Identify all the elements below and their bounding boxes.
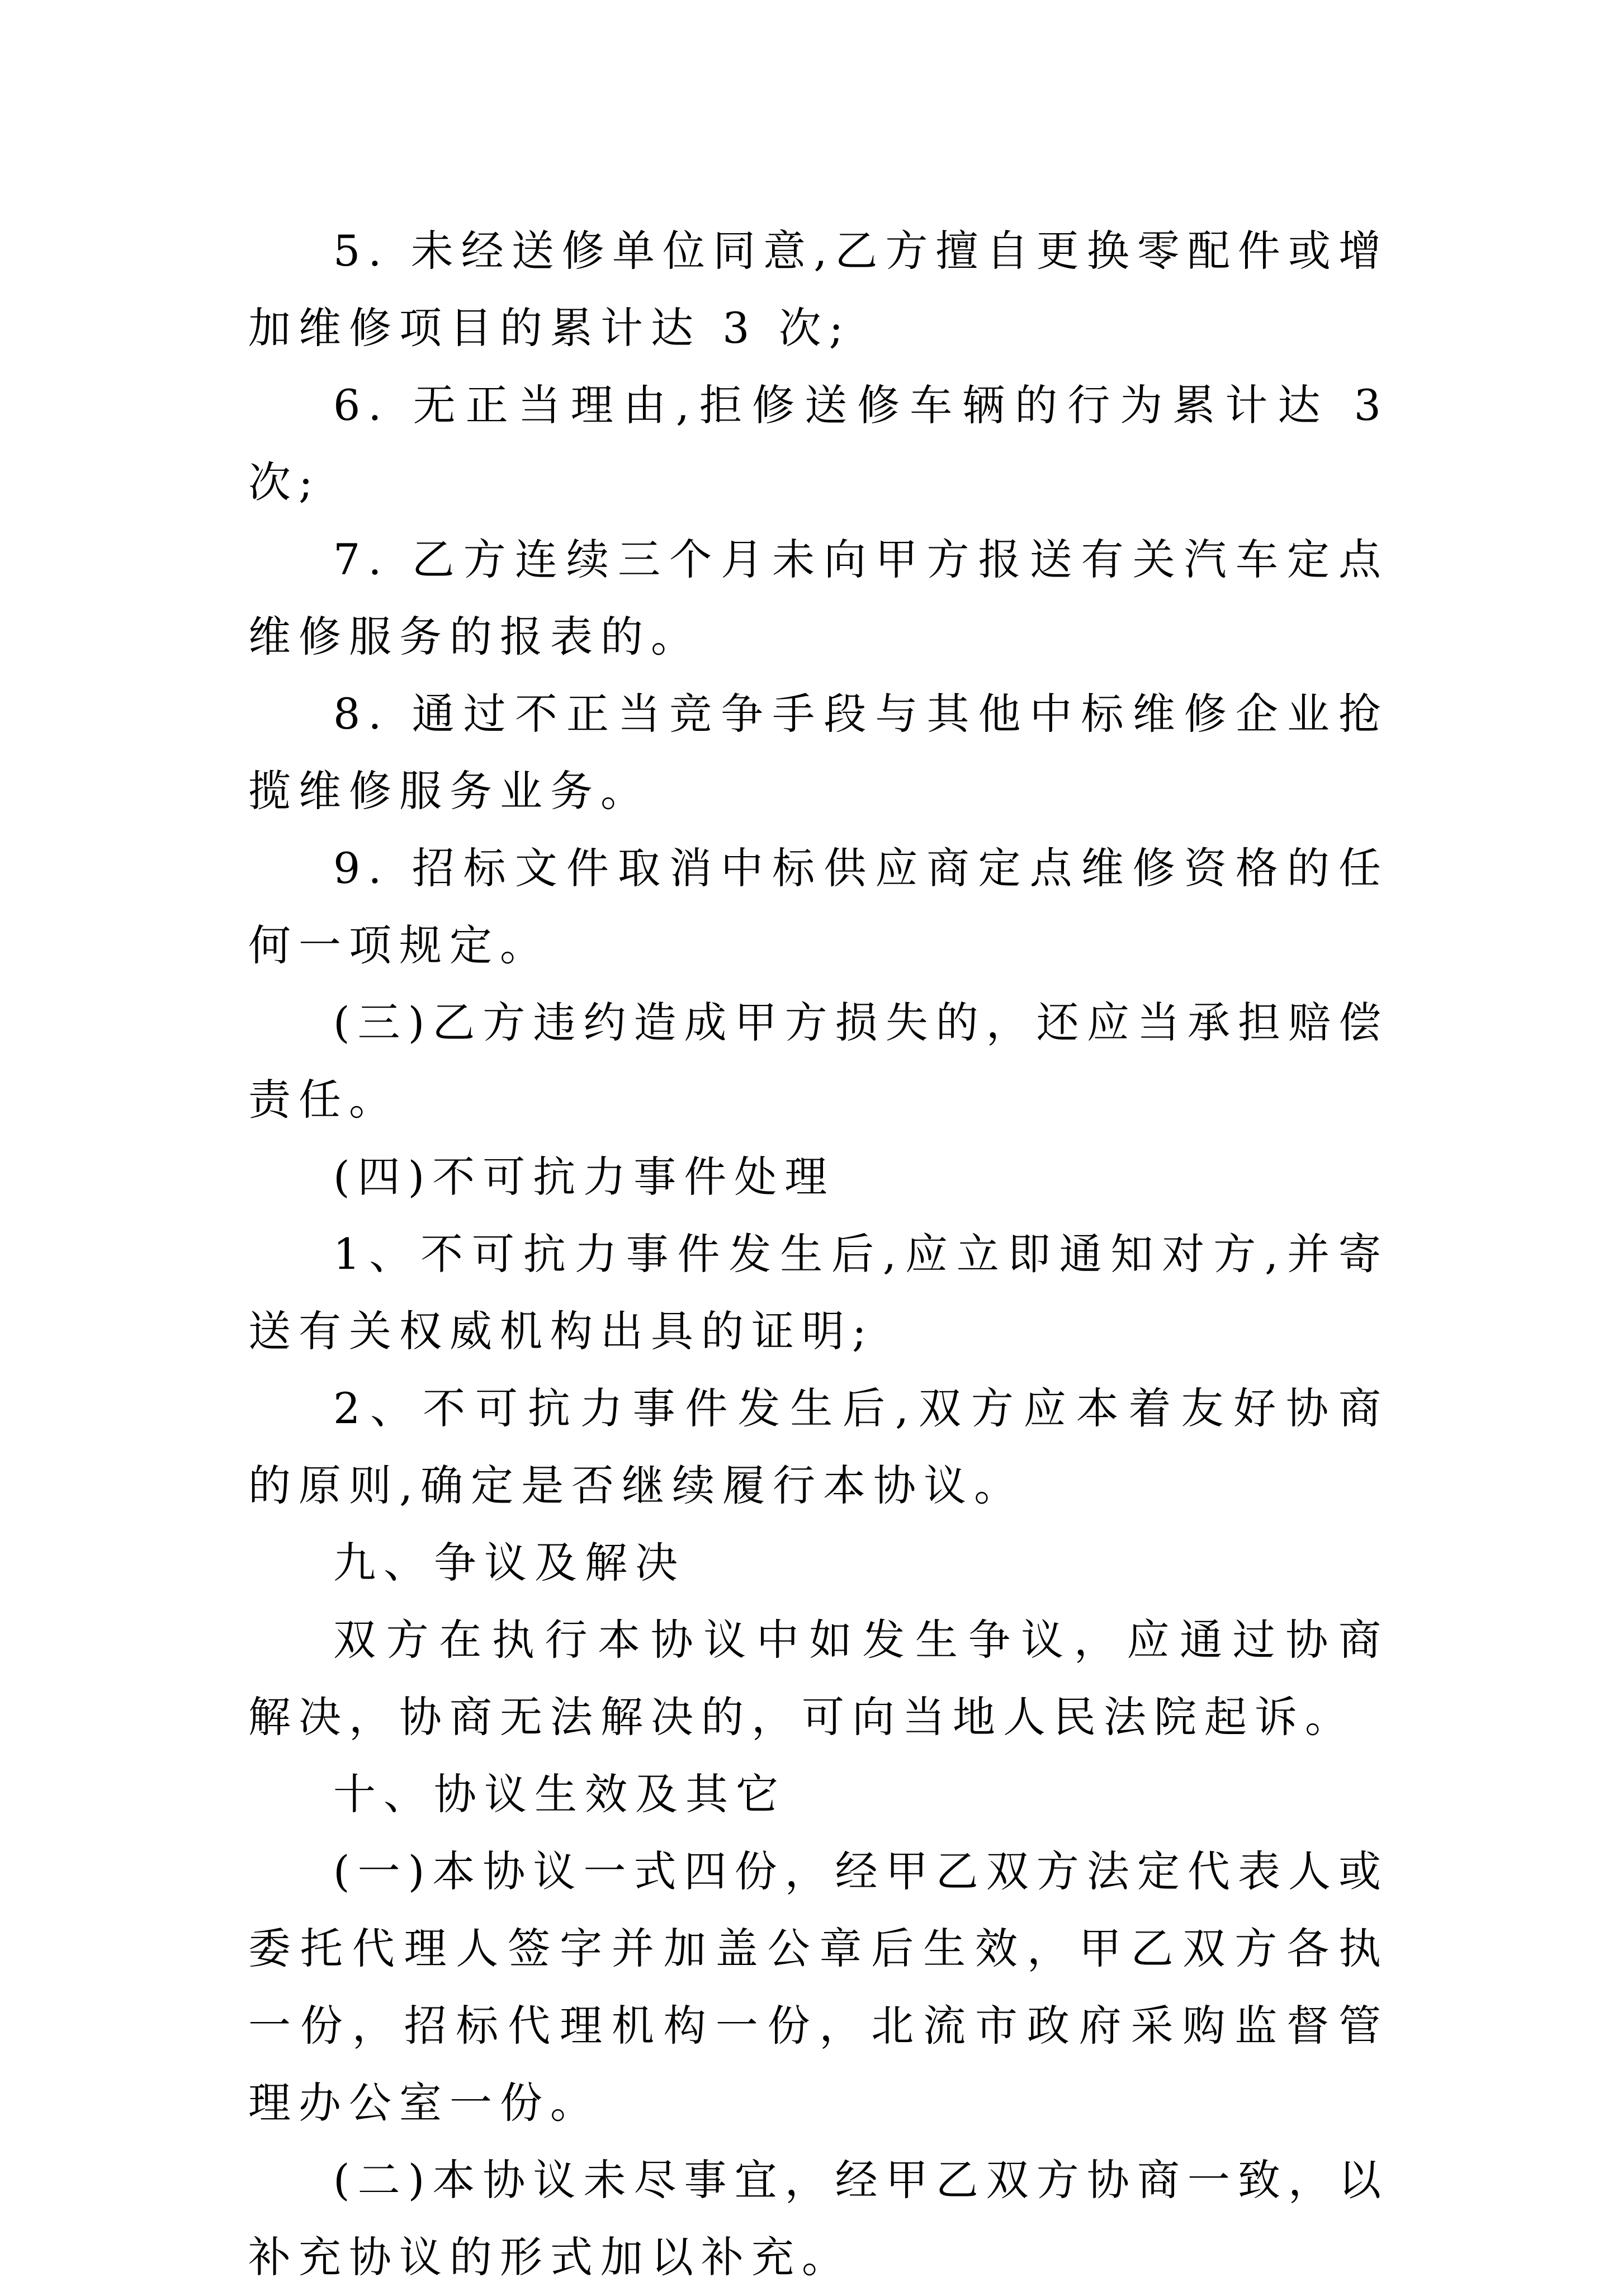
paragraph-section-3: (三)乙方违约造成甲方损失的，还应当承担赔偿责任。 xyxy=(248,998,1389,1125)
paragraph-dispute-resolution: 双方在执行本协议中如发生争议，应通过协商解决，协商无法解决的，可向当地人民法院起诉。 xyxy=(248,1615,1389,1742)
heading-effectiveness: 十、协议生效及其它 xyxy=(333,1769,786,1819)
paragraph-clause-8: 8. 通过不正当竞争手段与其他中标维修企业抢揽维修服务业务。 xyxy=(248,689,1389,816)
paragraph-effectiveness-2: (二)本协议未尽事宜，经甲乙双方协商一致，以补充协议的形式加以补充。 xyxy=(248,2155,1389,2282)
paragraph-effectiveness-1: (一)本协议一式四份，经甲乙双方法定代表人或委托代理人签字并加盖公章后生效，甲乙双方各执一份，招标代理机构一份，北流市政府采购监督管理办公室一份。 xyxy=(248,1846,1389,2128)
paragraph-clause-5: 5. 未经送修单位同意,乙方擅自更换零配件或增加维修项目的累计达 3 次; xyxy=(248,226,1389,353)
paragraph-clause-9: 9. 招标文件取消中标供应商定点维修资格的任何一项规定。 xyxy=(248,843,1389,970)
paragraph-clause-7: 7. 乙方连续三个月未向甲方报送有关汽车定点维修服务的报表的。 xyxy=(248,535,1389,662)
paragraph-section-4-heading: (四)不可抗力事件处理 xyxy=(333,1152,835,1202)
heading-dispute-resolution: 九、争议及解决 xyxy=(333,1538,685,1588)
paragraph-force-majeure-2: 2、不可抗力事件发生后,双方应本着友好协商的原则,确定是否继续履行本协议。 xyxy=(248,1383,1389,1510)
document-body xyxy=(248,212,1389,2296)
paragraph-clause-6: 6. 无正当理由,拒修送修车辆的行为累计达 3 次; xyxy=(248,380,1389,507)
paragraph-force-majeure-1: 1、不可抗力事件发生后,应立即通知对方,并寄送有关权威机构出具的证明; xyxy=(248,1229,1389,1356)
